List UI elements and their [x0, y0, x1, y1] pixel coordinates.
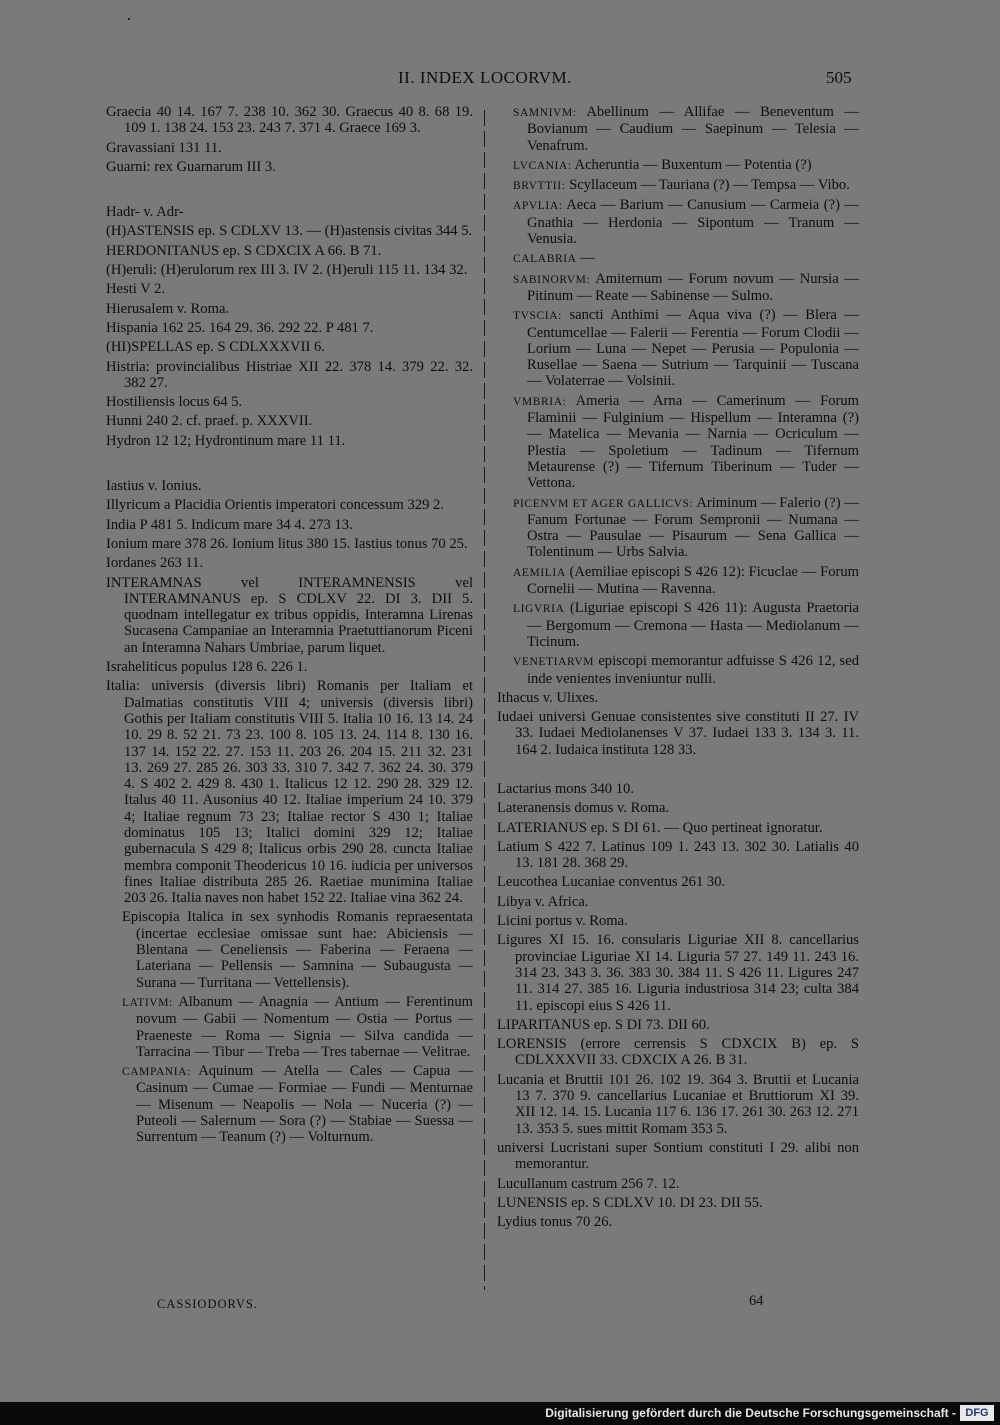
index-entry: Libya v. Africa.	[497, 893, 589, 910]
index-entry: Hesti V 2.	[106, 281, 166, 298]
region-name: CALABRIA	[513, 253, 577, 266]
region-name: SABINORVM:	[513, 273, 591, 286]
region-name: APVLIA:	[513, 200, 563, 213]
region-entry	[106, 994, 473, 1060]
index-entry: India P 481 5. Indicum mare 34 4. 273 13.	[106, 516, 353, 533]
index-entry: HERDONITANUS ep. S CDXCIX A 66. B 71.	[106, 242, 382, 259]
region-name: VENETIARVM	[513, 656, 595, 669]
index-entry: Ionium mare 378 26. Ionium litus 380 15. Iastius tonus 70 25.	[106, 535, 468, 552]
region-name: LATIVM:	[122, 996, 173, 1009]
region-list: episcopi memorantur adfuisse S 426 12, sed inde venientes inveniuntur nulli.	[527, 653, 859, 687]
index-entry: LIPARITANUS ep. S DI 73. DII 60.	[497, 1016, 710, 1033]
region-list: —	[580, 250, 595, 267]
region-name: PICENVM ET AGER GALLICVS:	[513, 497, 694, 510]
index-entry: universi Lucristani super Sontium constituti I 29. alibi non memorantur.	[497, 1139, 859, 1173]
index-entry: Hierusalem v. Roma.	[106, 300, 230, 317]
region-entry	[497, 157, 859, 174]
region-list: Amiternum — Forum novum — Nursia — Pitinum — Reate — Sabinense — Sulmo.	[527, 270, 859, 304]
index-entry: Israheliticus populus 128 6. 226 1.	[106, 659, 308, 676]
scan-speck	[128, 18, 130, 20]
index-entry: Iudaei universi Genuae consistentes sive constituti II 27. IV 33. Iudaei Mediolanenses V 37. Iudaei 133 3. 134 3. 11. 164 2. Iudaica instituta 128 33.	[497, 709, 859, 758]
region-list: Acheruntia — Buxentum — Potentia (?)	[574, 156, 812, 173]
region-entry	[497, 104, 859, 154]
region-name: BRVTTII:	[513, 180, 566, 193]
index-entry: Hunni 240 2. cf. praef. p. XXXVII.	[106, 413, 313, 430]
index-entry: LORENSIS (errore cerrensis S CDXCIX B) ep. S CDLXXXVII 33. CDXCIX A 26. B 31.	[497, 1036, 859, 1069]
index-entry: Lucullanum castrum 256 7. 12.	[497, 1175, 680, 1192]
region-list: sancti Anthimi — Aqua viva (?) — Blera — Centumcellae — Falerii — Ferentia — Forum Clodii — Lorium — Luna — Nepet — Perusia — Populonia — Rusellae — Saena — Sutrium — Tarquinii — Tuscana — Volaterrae — Volsinii.	[527, 307, 859, 390]
region-list: (Aemiliae episcopi S 426 12): Ficuclae — Forum Cornelii — Mutina — Ravenna.	[527, 563, 859, 598]
region-list: (Liguriae episcopi S 426 11): Augusta Praetoria — Bergomum — Cremona — Hasta — Mediolanum — Ticinum.	[527, 600, 859, 650]
funding-banner	[0, 1402, 1000, 1425]
region-entry	[497, 307, 859, 389]
index-entry: Hadr- v. Adr-	[106, 204, 184, 221]
index-entry: Lateranensis domus v. Roma.	[497, 800, 670, 817]
region-entry	[497, 250, 859, 267]
index-entry: LATERIANUS ep. S DI 61. — Quo pertineat ignoratur.	[497, 819, 823, 836]
index-entry: Iordanes 263 11.	[106, 555, 204, 572]
region-list: Ameria — Arna — Camerinum — Forum Flaminii — Fulginium — Hispellum — Interamna (?) — Matelica — Mevania — Narnia — Ocriculum — Plestia — Spoletium — Tadinum — Tifernum Metaurense (?) — Tifernum Tiberinum — Tuder — Vettona.	[527, 392, 860, 492]
index-subentry: Episcopia Italica in sex synhodis Romanis repraesentata (incertae ecclesiae omissae sunt hae: Abiciensis — Blentana — Ceneliensis — Faberina — Feraena — Lateriana — Pellensis — Samnina — Subaugusta — Surana — Turritana — Vettellensis).	[122, 909, 473, 991]
index-entry: (H)eruli: (H)erulorum rex III 3. IV 2. (H)eruli 115 11. 134 32.	[106, 262, 468, 279]
left-column	[106, 104, 473, 1149]
region-list: Aquinum — Atella — Cales — Capua — Casinum — Cumae — Formiae — Fundi — Menturnae — Misenum — Neapolis — Nola — Nuceria (?) — Puteoli — Salernum — Sora (?) — Stabiae — Suessa — Surrentum — Teanum (?) — Volturnum.	[136, 1063, 474, 1146]
region-entry	[497, 177, 859, 194]
index-entry: Graecia 40 14. 167 7. 238 10. 362 30. Graecus 40 8. 68 19. 109 1. 138 24. 153 23. 243 7. 371 4. Graece 169 3.	[106, 104, 473, 137]
region-name: VMBRIA:	[513, 395, 567, 408]
running-header	[0, 62, 1000, 92]
column-divider	[484, 110, 485, 1290]
banner-text: Digitalisierung gefördert durch die Deutsche Forschungsgemeinschaft -	[545, 1406, 956, 1420]
index-entry: Histria: provincialibus Histriae XII 22. 378 14. 379 22. 32. 382 27.	[106, 358, 473, 391]
region-list: Albanum — Anagnia — Antium — Ferentinum novum — Gabii — Nomentum — Ostia — Portus — Praeneste — Roma — Signia — Silva candida — Tarracina — Tibur — Treba — Tres tabernae — Velitrae.	[136, 993, 473, 1060]
index-entry: Gravassiani 131 11.	[106, 139, 222, 156]
letter-gap	[106, 178, 473, 204]
sheet-number: 64	[749, 1293, 764, 1309]
index-entry: (H)ASTENSIS ep. S CDLXV 13. — (H)astensis civitas 344 5.	[106, 223, 473, 240]
letter-gap	[497, 761, 859, 781]
right-column	[497, 104, 859, 1233]
region-entry	[497, 600, 859, 650]
region-name: AEMILIA	[513, 566, 566, 579]
index-entry: (HI)SPELLAS ep. S CDLXXXVII 6.	[106, 339, 325, 356]
header-title: II. INDEX LOCORVM.	[398, 68, 572, 87]
region-name: SAMNIVM:	[513, 107, 577, 119]
region-entry	[497, 271, 859, 305]
index-entry: Hostiliensis locus 64 5.	[106, 394, 243, 411]
index-entry: Hydron 12 12; Hydrontinum mare 11 11.	[106, 432, 346, 449]
region-entry	[497, 495, 859, 561]
region-list: Scyllaceum — Tauriana (?) — Tempsa — Vibo.	[569, 177, 850, 194]
region-list: Ariminum — Falerio (?) — Fanum Fortunae — Forum Sempronii — Numana — Ostra — Pausulae — Pisaurum — Sena Gallica — Tolentinum — Urbs Salvia.	[527, 494, 860, 561]
index-entry: Lucania et Bruttii 101 26. 102 19. 364 3. Bruttii et Lucania 13 7. 370 9. cancellarius Lucaniae et Bruttiorum XI 39. XII 12. 14. 15. Lucania 117 6. 136 17. 261 30. 263 12. 271 13. 353 5. sues mittit Romam 353 5.	[497, 1071, 859, 1137]
region-name: TVSCIA:	[513, 310, 562, 323]
region-entry	[497, 393, 859, 492]
index-entry: Leucothea Lucaniae conventus 261 30.	[497, 874, 726, 891]
region-entry	[106, 1063, 473, 1145]
page-number: 505	[826, 68, 852, 87]
index-entry: Italia: universis (diversis libri) Romanis per Italiam et Dalmatias constitutis VIII 4; universis (diversis libri) Gothis per Italiam constitutis VIII 5. Italia 10 16. 13 14. 24 10. 29 8. 52 21. 73 23. 100 8. 105 13. 24. 114 8. 130 16. 137 14. 152 22. 27. 153 11. 203 26. 204 15. 211 32. 231 13. 269 27. 285 26. 303 33. 310 7. 342 7. 362 24. 30. 379 4. S 402 2. 429 8. 430 1. Italicus 12 12. 290 28. 329 12. Italus 40 11. Ausonius 40 12. Italiae imperium 24 10. 379 4; Italiae regnum 73 23; Italiae rector S 430 1; Italiae dominatus 105 13; Italici domini 329 12; Italiae gubernacula S 429 8; Italicus orbis 290 28. cuncta Italiae membra componit Theodericus 10 16. iudicia per universos fines Italiae distributa 285 26. Raetiae munimina Italiae 203 26. Italia naves non habet 152 22. Italiae vina 362 24.	[106, 678, 473, 907]
region-entry	[497, 197, 859, 247]
index-entry: Latium S 422 7. Latinus 109 1. 243 13. 302 30. Latialis 40 13. 181 28. 368 29.	[497, 838, 859, 872]
region-entry	[497, 564, 859, 598]
index-entry: Lydius tonus 70 26.	[497, 1214, 613, 1231]
dfg-logo[interactable]: DFG	[960, 1405, 994, 1421]
region-list: Aeca — Barium — Canusium — Carmeia (?) — Gnathia — Herdonia — Sipontum — Tranum — Venusia.	[527, 197, 860, 248]
region-name: LVCANIA:	[513, 159, 572, 172]
index-entry: Licini portus v. Roma.	[497, 913, 628, 930]
index-entry: Illyricum a Placidia Orientis imperatori concessum 329 2.	[106, 497, 445, 514]
index-entry: LUNENSIS ep. S CDLXV 10. DI 23. DII 55.	[497, 1194, 763, 1211]
region-list: Abellinum — Allifae — Beneventum — Bovianum — Caudium — Saepinum — Telesia — Venafrum.	[527, 104, 860, 154]
index-entry: Lactarius mons 340 10.	[497, 780, 634, 797]
index-entry: Hispania 162 25. 164 29. 36. 292 22. P 481 7.	[106, 319, 374, 336]
region-entry	[497, 653, 859, 687]
index-entry: Guarni: rex Guarnarum III 3.	[106, 158, 276, 175]
region-name: LIGVRIA	[513, 603, 565, 616]
index-entry: INTERAMNAS vel INTERAMNENSIS vel INTERAMNANUS ep. S CDLXV 22. DI 3. DII 5. quodnam intellegatur ex tribus oppidis, Interamna Lirenas Sucasena Campaniae an Interamnia Praetuttianorum Piceni an Interamna Nahars Umbriae, parum liquet.	[106, 574, 473, 656]
index-entry: Ligures XI 15. 16. consularis Liguriae XII 8. cancellarius provinciae Liguriae XI 14. Liguria 57 27. 149 11. 243 16. 314 23. 343 3. 36. 383 30. 384 11. S 426 11. Ligures 247 11. 314 27. 385 16. Liguria industriosa 314 23; culta 384 11. episcopi eius S 426 11.	[497, 932, 859, 1014]
signature-mark: CASSIODORVS.	[157, 1297, 258, 1311]
index-entry: Iastius v. Ionius.	[106, 478, 202, 495]
letter-gap	[106, 452, 473, 478]
region-name: CAMPANIA:	[122, 1066, 191, 1079]
index-entry: Ithacus v. Ulixes.	[497, 689, 599, 706]
